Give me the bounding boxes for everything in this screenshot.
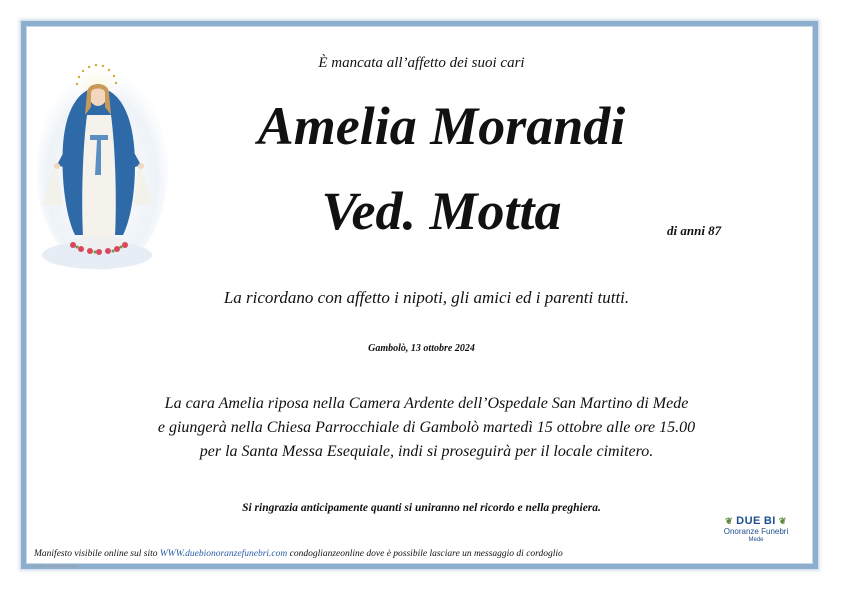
funeral-details-line: per la Santa Messa Esequiale, indi si proseguirà per il locale cimitero. bbox=[199, 443, 654, 460]
funeral-details-line: La cara Amelia riposa nella Camera Ardente dell’Ospedale San Martino di Mede bbox=[164, 395, 689, 412]
funeral-details bbox=[0, 392, 843, 464]
footer-note bbox=[34, 549, 563, 559]
place-and-date: Gambolò, 13 ottobre 2024 bbox=[368, 343, 475, 354]
logo-subtitle: Onoranze Funebri bbox=[723, 527, 789, 536]
footer-suffix: condoglianzeonline dove è possibile lasciare un messaggio di cordoglio bbox=[289, 549, 563, 559]
footer-prefix: Manifesto visibile online sul sito bbox=[34, 549, 158, 559]
deceased-name-widow-of: Ved. Motta bbox=[321, 181, 562, 241]
remembrance-line: La ricordano con affetto i nipoti, gli amici ed i parenti tutti. bbox=[223, 288, 630, 307]
leaf-icon: ❦ bbox=[778, 515, 787, 526]
thanks-note: Si ringrazia anticipamente quanti si uniranno nel ricordo e nella preghiera. bbox=[242, 502, 601, 514]
print-credit: Grafica e stampa in proprio bbox=[34, 563, 79, 568]
logo-brand bbox=[713, 515, 799, 527]
leaf-icon: ❦ bbox=[725, 515, 734, 526]
logo-city: Mede bbox=[748, 537, 764, 543]
funeral-details-line: e giungerà nella Chiesa Parrocchiale di Gambolò martedì 15 ottobre alle ore 15.00 bbox=[157, 419, 696, 436]
deceased-age: di anni 87 bbox=[667, 223, 722, 238]
logo-brand-left: DUE bbox=[736, 515, 761, 527]
announcement-intro: È mancata all’affetto dei suoi cari bbox=[318, 55, 525, 71]
funeral-home-logo bbox=[713, 515, 799, 544]
deceased-name: Amelia Morandi bbox=[257, 96, 626, 156]
website-link[interactable]: WWW.duebionoranzefunebri.com bbox=[159, 549, 288, 559]
logo-brand-right: BI bbox=[763, 515, 776, 527]
